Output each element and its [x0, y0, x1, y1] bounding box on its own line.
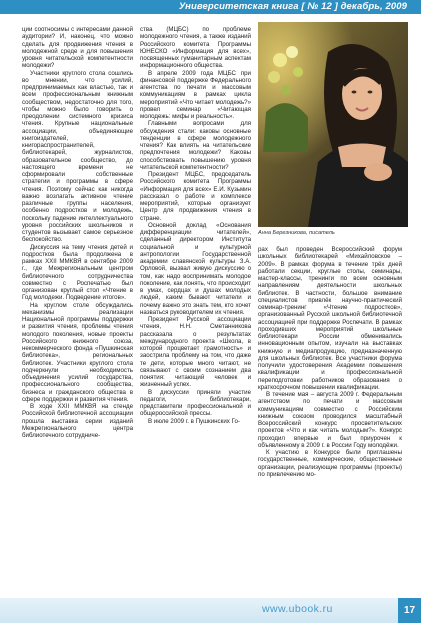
paragraph: Президент МЦБС, председатель Российского комитета Программы «Информация для всех» Е.И. Кузьмин рассказал о работе и комплексе мероприятий, которые организует Центр для продвижения чтения в стране. — [140, 171, 251, 222]
running-header — [0, 0, 421, 14]
paragraph: Главными вопросами для обсуждения стали: каковы основные тенденции в сфере молодежного чтения? Как влиять на читательские предпочтения молодежи? Каковы способствовать повышению уровня читательской компетентности? — [140, 120, 251, 171]
paragraph: В ходе XXII ММКВЯ на стенде Российской библиотечной ассоциации прошла выставка серии изданий Межрегионального центра библиотечного сотрудниче- — [22, 403, 133, 439]
paragraph: В течение мая – августа 2009 г. Федеральным агентством по печати и массовым коммуникациям совместно с Российским книжным союзом проводился масштабный Всероссийский конкурс просветительских проектов «Что и как читать молодым?». Конкурс проходил впервые и был приурочен к объявленному в 2009 г. в России Году молодёжи. — [258, 391, 402, 449]
side-margin — [410, 14, 421, 598]
paragraph: Основной доклад «Основания дифференциации читателей», сделанный директором Института социальной и культурной антропологии Государственной академии славянской культуры З.А. Орловой, вызвал живую дискуссию о том, как надо воспринимать молодое поколение, как понять, что происходит в умах, сердцах и душах молодых людей, каким бывают читатели и почему важно это знать тем, кто хочет назваться руководителем их чтения. — [140, 221, 251, 316]
photo-illustration — [258, 22, 408, 227]
paragraph: Дискуссия на тему чтения детей и подростков была продолжена в рамках XXII ММКВЯ в сентябре 2009 г., где Межрегиональным центром библиотечного сотрудничества совместно с Роспечатью был организован круглый стол «Чтение в Год молодежи. Подведение итогов». — [22, 243, 133, 302]
footer-url[interactable]: www.ubook.ru — [262, 603, 333, 615]
photo-caption: Анна Березникова, писатель — [258, 230, 335, 236]
paragraph: ции соотносимы с интересами данной аудитории? И, наконец, что можно сделать для продвижения чтения в молодежной среде и для повышения уровня читательской компетентности молодежи? — [22, 26, 133, 70]
text-column-1 — [22, 26, 133, 591]
paragraph: В апреле 2009 года МЦБС при финансовой поддержке Федерального агентства по печати и массовым коммуникациям в рамках цикла мероприятий «Что читает молодежь?» провел семинар «Читающая молодежь: мифы и реальность». — [140, 69, 251, 120]
paragraph: В дискуссии приняли участие педагоги, библиотекари, представители профессиональной и общероссийской прессы. — [140, 388, 251, 418]
text-column-2 — [140, 26, 251, 591]
paragraph: рах был проведен Всероссийский форум школьных библиотекарей «Михайловское – 2009». В рамках форума в течение трёх дней работали секции, круглые столы, семинары, мастер-классы, тренинги по всем основным направлениям деятельности школьных библиотек. В частности, большое внимание специалистов привлёк научно-практический семинар-тренинг «Чтение подростков», организованный Русской школьной библиотечной ассоциацией при поддержке Роспечати. В рамках проходивших мероприятий школьные библиотекари России обменивались инновационным опытом, изучали на выставках книжную и медиапродукцию, предназначенную для школьных библиотек. Все участники форума получили удостоверения Академии повышения квалификации и профессиональной переподготовки работников образования о краткосрочном повышении квалификации. — [258, 246, 402, 391]
paragraph: К участию в Конкурсе были приглашены государственные, коммерческие, общественные организации, реализующие программы (проекты) по привлечению мо- — [258, 449, 402, 478]
text-column-3 — [258, 246, 402, 592]
header-title: Университетская книга [ № 12 ] декабрь, 2009 — [178, 1, 407, 12]
page-footer — [0, 598, 421, 623]
paragraph: Участники круглого стола сошлись во мнении, что усилий, предпринимаемых как властью, так и всем профессиональным книжным сообществом, недостаточно для того, чтобы можно было говорить о преодолении системного кризиса чтения. Крупные национальные ассоциации, объединяющие книгоиздателей, книгораспространителей, библиотекарей, журналистов, образовательное сообщество, до настоящего времени не сформировали собственные стратегии и программы в сфере чтения. Поэтому сейчас как никогда важно возлагать активное чтение различные группы населения, особенно подростков и молодежь, поскольку падение интеллектуального уровня российских школьников и студентов вызывает самое серьезное беспокойство. — [22, 69, 133, 244]
paragraph: В июле 2009 г. в Пушкинских Го- — [148, 417, 240, 425]
footer-band — [0, 598, 398, 623]
paragraph: Президент Русской ассоциации чтения, Н.Н. Сметанникова рассказала о результатах международного проекта «Школа, в которой процветает грамотность» и заострила проблему на том, что даже те дети, которые много читают, не связывают с своим сознанием два понятия: читающий человек и жизненный успех. — [140, 316, 251, 389]
author-photo — [258, 22, 408, 227]
page-number: 17 — [398, 598, 421, 623]
paragraph: ства (МЦБС) по проблеме молодежного чтения, а также изданий Российского комитета Программы ЮНЕСКО «Информация для всех», посвященных гуманитарным аспектам информационного общества. — [140, 26, 251, 70]
paragraph: На круглом столе обсуждались механизмы реализации Национальной программы поддержки и развития чтения, проблемы чтения молодого поколения, новые проекты Российского книжного союза, некоммерческого фонда «Пушкинская библиотека», региональных библиотек. Участники круглого стола подчеркнули необходимость объединения усилий государства, профессионального сообщества, бизнеса и гражданского общества в сфере поддержки и развития чтения. — [22, 301, 133, 403]
